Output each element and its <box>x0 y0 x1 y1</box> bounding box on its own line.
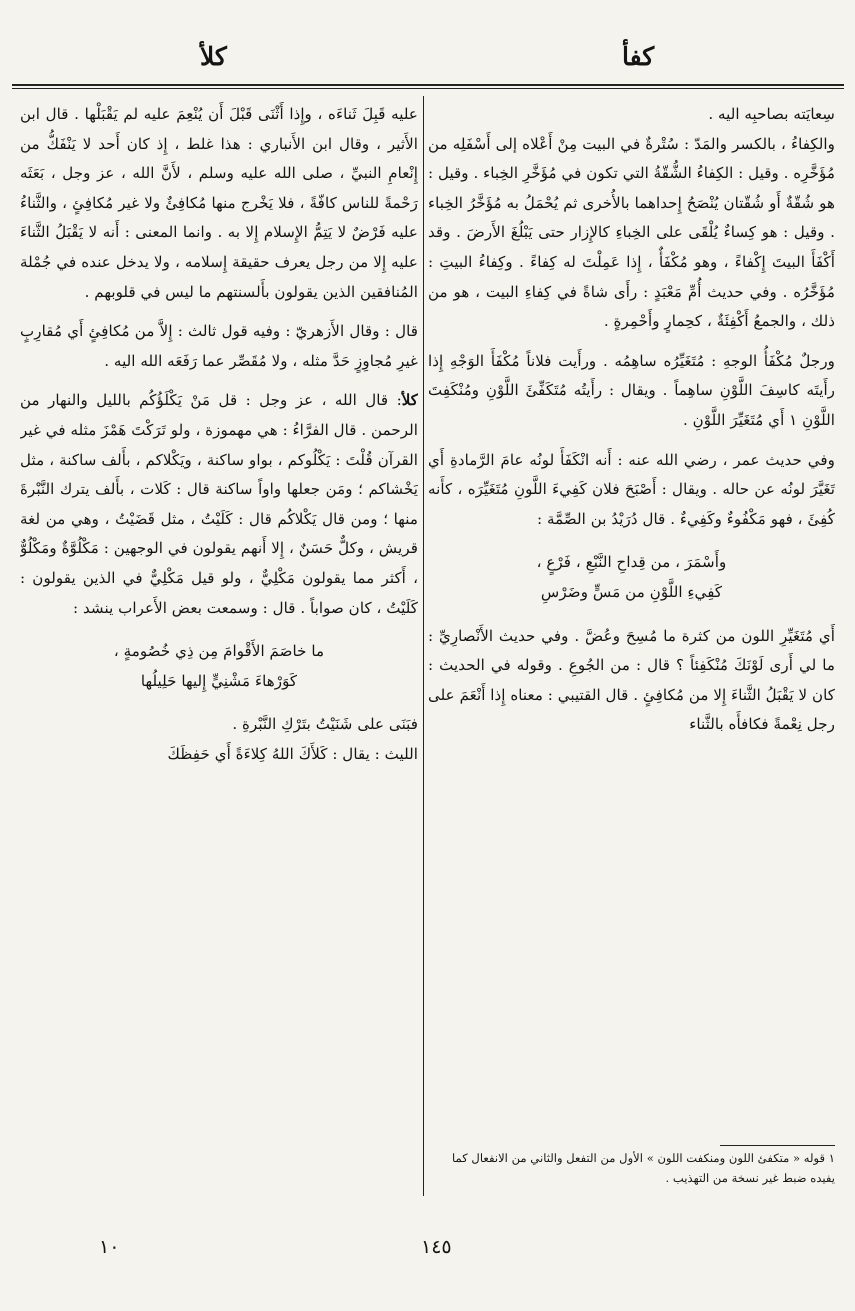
verse-line: ما خاصَمَ الأَقْوامَ مِن ذِي خُصُومةٍ ، <box>113 642 325 661</box>
paragraph: سِعايَته بصاحبِه اليه . <box>708 105 835 123</box>
header-rule <box>12 84 844 86</box>
footnote-rule <box>720 1145 835 1146</box>
running-headword-left: كلأ <box>200 42 227 71</box>
left-column <box>20 100 418 1188</box>
paragraph: فبَنَى على شَنَيْتُ بتَرْكِ النَّبْرةِ . <box>232 715 418 734</box>
entry-lemma: كلأ <box>401 391 418 410</box>
verse <box>20 637 418 696</box>
verse <box>428 548 835 607</box>
column-divider <box>423 96 424 1196</box>
paragraph: ورجلٌ مُكْفَأُ الوجهِ : مُتَغَيِّرُه ساهِمُه . ورأَيت فلاناً مُكْفَأَ الوَجْهِ إِذا رأَيتَه كاسِفَ اللَّوْنِ ساهِماً . ويقال : رأَيتُه مُتَكَفِّئَ اللَّوْنِ ومُنْكَفِتَ اللَّوْنِ ١ أَي مُتَغَيِّرَ اللَّوْنِ . <box>428 351 835 429</box>
paragraph: الليث : يقال : كَلأَكَ اللهُ كِلاءَةً أَي حَفِظَكَ <box>167 744 418 763</box>
paragraph: قال : وقال الأَزهريّ : وفيه قول ثالث : إِلاَّ من مُكافِئٍ أَي مُقارِبٍ غيرِ مُجاوِزٍ حَدَّ مثله ، ولا مُقَصِّر عما رَفَعَه الله اليه . <box>20 322 418 370</box>
header-rule-thin <box>12 88 844 89</box>
paragraph: أَي مُتَغَيِّرِ اللون من كثرة ما مُسِحَ وعُضَّ . وفي حديث الأَنْصارِيِّ : ما لي أَرى لَوْنَكَ مُنْكَفِئاً ؟ قال : من الجُوعِ . وقوله في الحديث : كان لا يَقْبَلُ الثَّناءَ إِلا من مُكافِئٍ . قال القتيبي : معناه إِذا أَنْعَمَ على رجل نِعْمةً فكافأَه بالثَّناء <box>428 626 835 734</box>
page-number-left: ١٠ <box>99 1236 120 1258</box>
verse-line: كَوَرْهاءَ مَشْنِيٍّ إِليها حَلِيلُها <box>140 671 298 690</box>
verse-line: وأَسْمَرَ ، من قِداحِ النَّبْعِ ، فَرْعٍ ، <box>536 553 727 572</box>
running-headword-right: كفأ <box>622 42 655 71</box>
entry-text: : قال الله ، عز وجل : قل مَنْ يَكْلَؤُكُم بالليل والنهار من الرحمن . قال الفرَّاءُ : هي مهموزة ، ولو تَرَكْتَ هَمْزَ مثله في غير القرآن قُلْتَ : يَكْلُوكم ، بواو ساكنة ، ويَكْلاكم ، بأَلف ساكنة ، مثل يَخْشاكم ؛ ومَن جعلها واواً ساكنة قال : كَلات ، بأَلف يترك النَّبْرةَ منها ؛ ومن قال يَكْلاكُم قال : كَلَيْتُ ، مثل قَضَيْتُ ، وهي من لغة قريش ، وكلٌّ حَسَنٌ ، إِلا أَنهم يقولون في الوجهين : مَكْلُوَّةٌ ومَكْلُوٌّ ، أَكثر مما يقولون مَكْلِيٌّ ، ولو قيل مَكْلِيٌّ في الذين يقولون : كَلَيْتُ ، كان صواباً . قال : وسمعت بعض الأَعراب ينشد : <box>20 391 418 617</box>
paragraph: والكِفاءُ ، بالكسر والمَدّ : سُتْرةٌ في البيت مِنْ أَعْلاه إلى أَسْفَلِه من مُؤَخَّرِه . وقيل : الكِفاءُ الشُّقّةُ التي تكون في مُؤَخَّرِ الخِباء . وقيل : هو شُقّةٌ أَو شُقّتان يُنْصَحُ إِحداهما بالأُخرى ثم يُحْمَلُ به مُؤَخَّرُ الخِباء . وقيل : هو كِساءٌ يُلْقَى على الخِباءِ كالإِزار حتى يَبْلُغَ الأَرضَ . وقد أَكْفَأَ البيتَ إِكْفاءً ، وهو مُكْفَأٌ ، إِذا عَمِلْتَ له كِفاءً . وكِفاءُ البيتِ : مُؤَخَّرُه . وفي حديث أُمِّ مَعْبَدٍ : رأَى شاةً في كِفاءِ البيت ، هو من ذلك ، والجمعُ أَكْفِئَةٌ ، كحِمارٍ وأَحْمِرةٍ . <box>428 134 835 331</box>
entry-paragraph <box>20 386 418 623</box>
footnote: ١ قوله « متكفئ اللون ومنكفت اللون » الأول من التفعل والثاني من الانفعال كما يفيده ضبط غير نسخة من التهذيب . <box>451 1151 835 1185</box>
paragraph: عليه قَبِلَ ثَناءَه ، وإِذا أَثْنَى قَبْلَ أَن يُنْعِمَ عليه لم يَقْبَلْها . قال ابن الأَثير ، وقال ابن الأَنباري : هذا غلط ، إِذ كان أَحد لا يَنْفَكُّ من إِنْعامِ النبيِّ ، صلى الله عليه وسلم ، لأَنَّ الله ، عز وجل ، بَعَثَه رَحْمةً للناس كافّةً ، فلا يَخْرج منها مُكافِئٌ ولا غير مُكافِئٍ ، والثَّناءُ عليه فَرْضٌ لا يَتِمُّ الإِسلام إِلا به . وانما المعنى : أَنه لا يَقْبَلُ الثَّناءَ عليه إِلا من رجل يعرف حقيقة إِسلامه ، ولا يدخل عنده في جُمْلة المُنافقين الذين يقولون بأَلسنتهم ما ليس في قلوبهم . <box>20 105 418 301</box>
right-column <box>428 100 835 1144</box>
verse-line: كَفِيءِ اللَّوْنِ من مَسٍّ وضَرْسِ <box>540 582 723 601</box>
paragraph: وفي حديث عمر ، رضي الله عنه : أَنه انْكَفَأَ لونُه عامَ الرَّمادةِ أَي تَغَيَّرَ لونُه عن حاله . ويقال : أَصْبَحَ فلان كَفِيءَ اللَّونِ مُتَغَيِّرَه ، كأَنه كُفِئَ ، فهو مَكْفُوءٌ وكَفِيءٌ . قال دُرَيْدُ بن الصِّمَّة : <box>428 450 835 528</box>
page-number-right: ١٤٥ <box>421 1236 452 1258</box>
